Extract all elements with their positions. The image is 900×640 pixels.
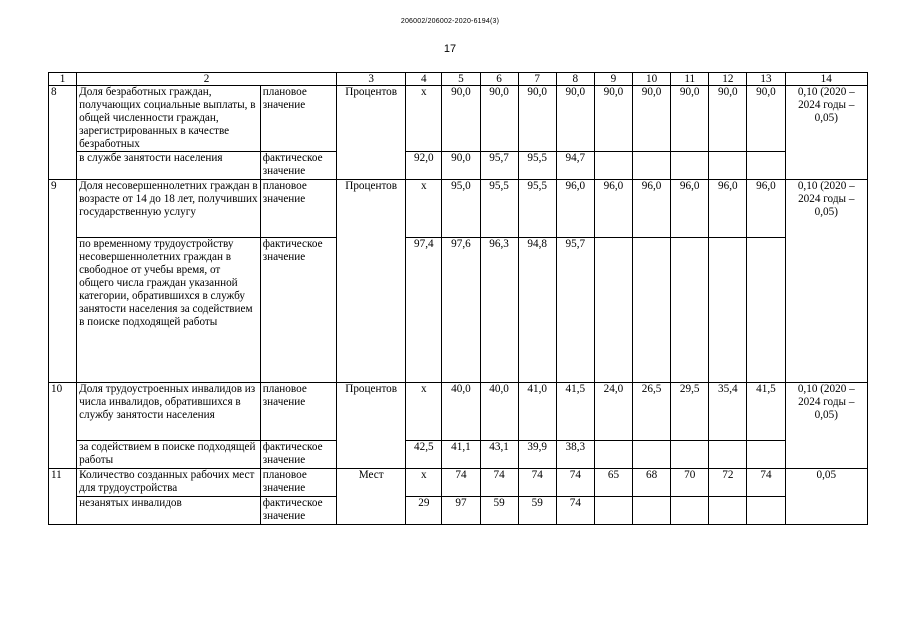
note: 0,05 [785,469,867,525]
plan-value: 96,0 [671,180,709,238]
value-type-plan: плановое значение [260,180,336,238]
indicator-fact-row [49,441,868,469]
empty-cell [594,152,632,180]
header-cell: 11 [671,73,709,86]
plan-value: 41,5 [556,383,594,441]
empty-cell [747,152,785,180]
row-number: 11 [49,469,77,525]
fact-value: 43,1 [480,441,518,469]
value-type-fact: фактическое значение [260,238,336,383]
indicators-table [48,72,868,525]
unit: Процентов [337,86,406,180]
fact-value: 94,7 [556,152,594,180]
indicator-name-continued: в службе занятости населения [77,152,261,180]
plan-value: 29,5 [671,383,709,441]
plan-value: 26,5 [633,383,671,441]
plan-value: х [406,180,442,238]
header-cell: 1 [49,73,77,86]
empty-cell [633,441,671,469]
indicator-plan-row [49,469,868,497]
page-number: 17 [443,43,457,55]
empty-cell [671,441,709,469]
value-type-plan: плановое значение [260,383,336,441]
plan-value: 74 [480,469,518,497]
indicator-name-continued: за содействием в поиске подходящей работы [77,441,261,469]
plan-value: 65 [594,469,632,497]
indicator-fact-row [49,238,868,383]
empty-cell [594,238,632,383]
plan-value: 90,0 [671,86,709,152]
empty-cell [671,238,709,383]
fact-value: 97,4 [406,238,442,383]
plan-value: 41,5 [747,383,785,441]
plan-value: 74 [556,469,594,497]
fact-value: 95,7 [480,152,518,180]
indicator-plan-row [49,86,868,152]
plan-value: 90,0 [594,86,632,152]
empty-cell [709,497,747,525]
plan-value: 96,0 [594,180,632,238]
plan-value: 96,0 [747,180,785,238]
fact-value: 38,3 [556,441,594,469]
plan-value: 41,0 [518,383,556,441]
header-cell: 6 [480,73,518,86]
note: 0,10 (2020 – 2024 годы – 0,05) [785,180,867,383]
plan-value: 96,0 [709,180,747,238]
indicator-plan-row [49,180,868,238]
plan-value: 90,0 [480,86,518,152]
value-type-plan: плановое значение [260,469,336,497]
value-type-fact: фактическое значение [260,152,336,180]
fact-value: 96,3 [480,238,518,383]
indicator-name: Доля безработных граждан, получающих социальные выплаты, в общей численности граждан, зарегистрированных в качестве безработных [77,86,261,152]
plan-value: х [406,383,442,441]
unit: Мест [337,469,406,525]
fact-value: 39,9 [518,441,556,469]
empty-cell [709,152,747,180]
fact-value: 97,6 [442,238,480,383]
header-cell: 3 [337,73,406,86]
header-cell: 7 [518,73,556,86]
empty-cell [747,238,785,383]
plan-value: 40,0 [442,383,480,441]
fact-value: 95,7 [556,238,594,383]
empty-cell [709,238,747,383]
plan-value: 90,0 [442,86,480,152]
indicator-name: Количество созданных рабочих мест для трудоустройства [77,469,261,497]
plan-value: 72 [709,469,747,497]
fact-value: 59 [518,497,556,525]
indicator-name-continued: по временному трудоустройству несовершеннолетних граждан в свободное от учебы время, от общего числа граждан указанной категории, обратившихся в службу занятости населения за содействием в поиске подходящей работы [77,238,261,383]
unit: Процентов [337,383,406,469]
plan-value: 96,0 [633,180,671,238]
header-row [49,73,868,86]
plan-value: 90,0 [747,86,785,152]
plan-value: 40,0 [480,383,518,441]
value-type-plan: плановое значение [260,86,336,152]
fact-value: 97 [442,497,480,525]
plan-value: х [406,86,442,152]
note: 0,10 (2020 – 2024 годы – 0,05) [785,383,867,469]
header-cell: 12 [709,73,747,86]
header-cell: 14 [785,73,867,86]
empty-cell [633,152,671,180]
fact-value: 41,1 [442,441,480,469]
indicator-name-continued: незанятых инвалидов [77,497,261,525]
plan-value: 95,5 [518,180,556,238]
header-cell: 13 [747,73,785,86]
plan-value: 24,0 [594,383,632,441]
plan-value: 90,0 [556,86,594,152]
empty-cell [594,497,632,525]
header-cell: 8 [556,73,594,86]
row-number: 8 [49,86,77,180]
plan-value: 90,0 [633,86,671,152]
indicator-name: Доля несовершеннолетних граждан в возрасте от 14 до 18 лет, получивших государственную услугу [77,180,261,238]
fact-value: 92,0 [406,152,442,180]
plan-value: 35,4 [709,383,747,441]
plan-value: 90,0 [518,86,556,152]
plan-value: 74 [747,469,785,497]
empty-cell [594,441,632,469]
plan-value: 90,0 [709,86,747,152]
empty-cell [633,497,671,525]
row-number: 10 [49,383,77,469]
indicator-fact-row [49,152,868,180]
header-cell: 4 [406,73,442,86]
row-number: 9 [49,180,77,383]
document-id: 206002/206002-2020-6194(3) [400,18,500,25]
fact-value: 74 [556,497,594,525]
indicator-fact-row [49,497,868,525]
fact-value: 59 [480,497,518,525]
empty-cell [709,441,747,469]
plan-value: 68 [633,469,671,497]
fact-value: 29 [406,497,442,525]
plan-value: 70 [671,469,709,497]
plan-value: х [406,469,442,497]
plan-value: 95,0 [442,180,480,238]
header-cell: 2 [77,73,337,86]
fact-value: 95,5 [518,152,556,180]
indicator-name: Доля трудоустроенных инвалидов из числа инвалидов, обратившихся в службу занятости населения [77,383,261,441]
header-cell: 9 [594,73,632,86]
value-type-fact: фактическое значение [260,441,336,469]
plan-value: 74 [442,469,480,497]
header-cell: 5 [442,73,480,86]
fact-value: 90,0 [442,152,480,180]
empty-cell [633,238,671,383]
empty-cell [747,497,785,525]
plan-value: 74 [518,469,556,497]
header-cell: 10 [633,73,671,86]
indicator-plan-row [49,383,868,441]
plan-value: 95,5 [480,180,518,238]
unit: Процентов [337,180,406,383]
empty-cell [671,497,709,525]
fact-value: 94,8 [518,238,556,383]
empty-cell [747,441,785,469]
empty-cell [671,152,709,180]
fact-value: 42,5 [406,441,442,469]
value-type-fact: фактическое значение [260,497,336,525]
plan-value: 96,0 [556,180,594,238]
note: 0,10 (2020 – 2024 годы – 0,05) [785,86,867,180]
